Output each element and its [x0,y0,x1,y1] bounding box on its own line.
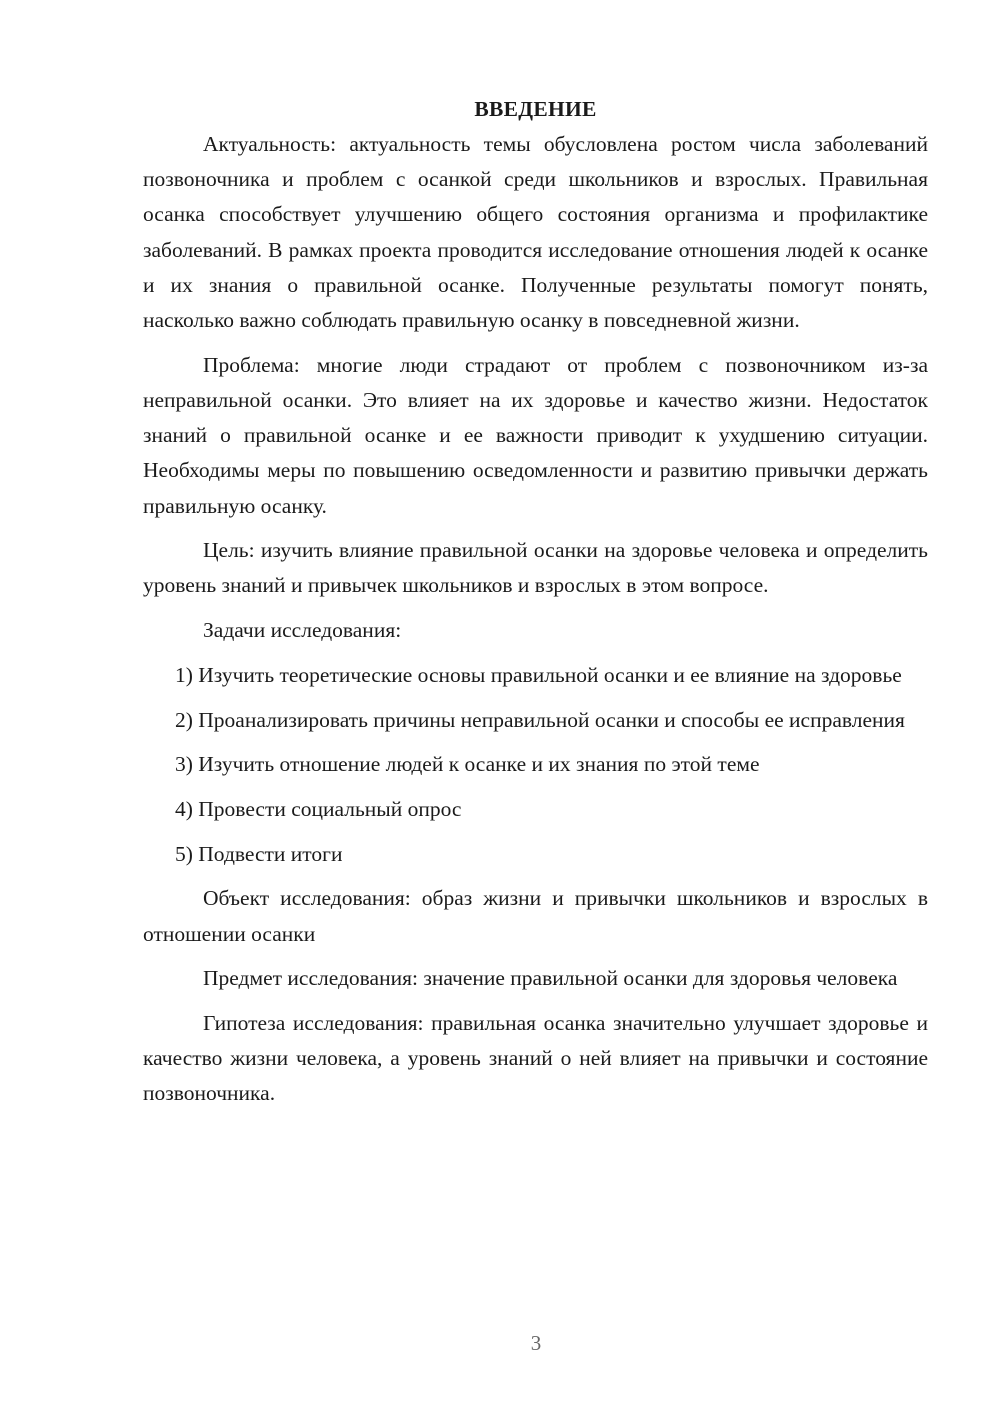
list-item: 1) Изучить теоретические основы правильной осанки и ее влияние на здоровье [175,662,902,687]
tasks-heading: Задачи исследования: [203,618,402,643]
list-item: 5) Подвести итоги [175,841,343,866]
page-number: 3 [530,1331,542,1355]
tasks-list [143,658,928,872]
page-title: ВВЕДЕНИЕ [474,97,597,121]
relevance-paragraph: Актуальность: актуальность темы обусловлена ростом числа заболеваний позвоночника и проблем с осанкой среди школьников и взрослых. Правильная осанка способствует улучшению общего состояния организма и профилактике заболеваний. В рамках проекта проводится исследование отношения людей к осанке и их знания о правильной осанке. Полученные результаты помогут понять, насколько важно соблюдать правильную осанку в повседневной жизни. [143,132,928,333]
hypothesis-paragraph: Гипотеза исследования: правильная осанка значительно улучшает здоровье и качество жизни человека, а уровень знаний о ней влияет на привычки и состояние позвоночника. [143,1010,928,1106]
goal-paragraph: Цель: изучить влияние правильной осанки на здоровье человека и определить уровень знаний и привычек школьников и взрослых в этом вопросе. [143,538,928,598]
list-item: 3) Изучить отношение людей к осанке и их знания по этой теме [175,752,760,777]
object-paragraph: Объект исследования: образ жизни и привычки школьников и взрослых в отношении осанки [143,886,928,946]
subject-paragraph: Предмет исследования: значение правильной осанки для здоровья человека [203,966,898,991]
list-item: 4) Провести социальный опрос [175,796,462,821]
list-item: 2) Проанализировать причины неправильной осанки и способы ее исправления [175,707,905,732]
document-page [143,92,928,1121]
problem-paragraph: Проблема: многие люди страдают от проблем с позвоночником из-за неправильной осанки. Это влияет на их здоровье и качество жизни. Недостаток знаний о правильной осанке и ее важности приводит к ухудшению ситуации. Необходимы меры по повышению осведомленности и развитию привычки держать правильную осанку. [143,352,928,518]
